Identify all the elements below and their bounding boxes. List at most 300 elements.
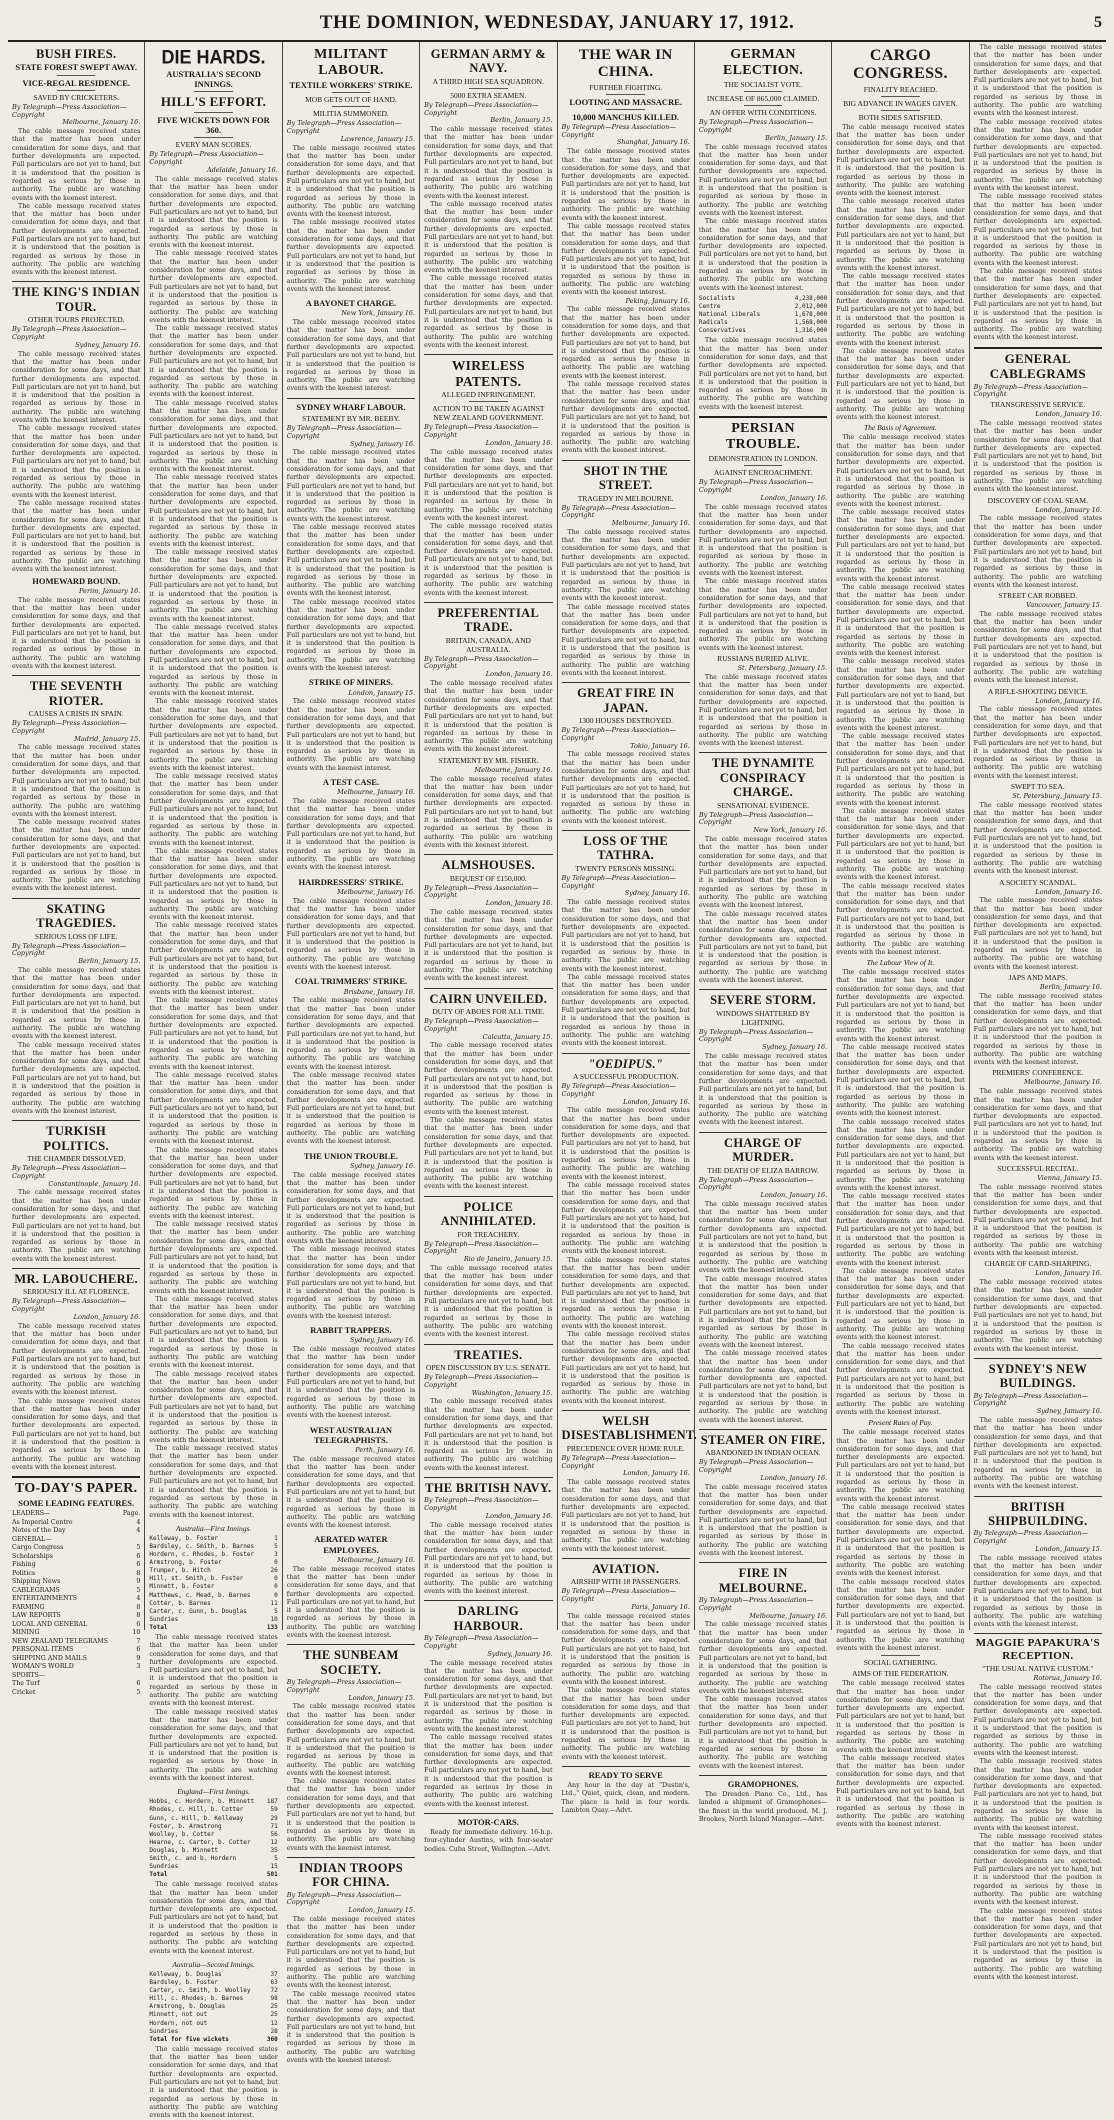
article-text: The cable message received states that the matter has been under consideration for some days, and that further developments are expected. Full particulars are not yet to hand, but it is understood that the position is regarded as serious by those in authority. The public are watching events with the keenest interest. [836,969,965,1043]
article-text: The cable message received states that the matter has been under consideration for some days, and that further developments are expected. Full particulars are not yet to hand, but it is understood that the position is regarded as serious by those in authority. The public are watching events with the keenest interest. [12,425,141,499]
headline: SYDNEY WHARF LABOUR. [296,401,406,412]
subheading: FOR TREACHERY. [457,1229,520,1239]
dateline: London, January 16. [623,1097,690,1106]
subheading: BRITAIN, CANADA, AND AUSTRALIA. [445,635,531,654]
headline: THE SUNBEAM SOCIETY. [303,1648,399,1677]
dateline: London, January 16. [760,1473,828,1482]
article-wireless-patents [424,358,552,598]
article-loss-tathra [562,834,690,1048]
dateline: Washington, January 15. [471,1388,553,1397]
general-cablegrams [974,352,1102,1354]
article-text: The cable message received states that the matter has been under consideration for some days, and that further developments are expected. Full particulars are not yet to hand, but it is understood that the position is regarded as serious by those in authority. The public are watching events with the keenest interest. [286,1455,416,1530]
headline: GENERAL CABLEGRAMS [989,350,1086,381]
article-text: The cable message received states that the matter has been under consideration for some days, and that further developments are expected. Full particulars are not yet to hand, but it is understood that the position is regarded as serious by those in authority. The public are watching events with the keenest interest. [149,175,278,250]
dateline: London, January 16. [760,493,828,502]
dateline: Madrid, January 15. [74,734,141,743]
article-cargo-congress [836,47,964,1830]
article-darling-harbour [424,1604,552,1808]
column-4 [420,42,557,1853]
article-text: The cable message received states that the matter has been under consideration for some days, and that further developments are expected. Full particulars are not yet to hand, but it is understood that the position is regarded as serious by those in authority. The public are watching events with the keenest interest. [424,680,553,754]
column-2 [145,42,282,2120]
article-text: The cable message received states that the matter has been under consideration for some days, and that further developments are expected. Full particulars are not yet to hand, but it is understood that the position is regarded as serious by those in authority. The public are watching events with the keenest interest. [973,1907,1102,1981]
table-row: National Liberals 1,678,000 [698,311,828,319]
article-almshouses [424,858,552,983]
index-item: FARMING 8 [12,1603,141,1611]
article-british-navy [424,1481,552,1596]
headline: LOSS OF THE TATHRA. [583,834,668,863]
article-union-trouble [287,1151,415,1321]
dateline: Adelaide, January 16. [206,165,278,174]
article-text: The cable message received states that the matter has been under consideration for some days, and that further developments are expected. Full particulars are not yet to hand, but it is understood that the position is regarded as serious by those in authority. The public are watching events with the keenest interest. [836,1043,965,1118]
headline: DARLING HARBOUR. [453,1604,524,1633]
table-row: Sundries 10 [149,1615,278,1623]
article-text: The cable message received states that the matter has been under consideration for some days, and that further developments are expected. Full particulars are not yet to hand, but it is understood that the position is regarded as serious by those in authority. The public are watching events with the keenest interest. [12,819,141,893]
scorecard-table [149,1971,277,2044]
index-item: ENTERTAINMENTS 4 [12,1595,141,1603]
article-text: The cable message received states that the matter has been under consideration for some days, and that further developments are expected. Full particulars are not yet to hand, but it is understood that the position is regarded as serious by those in authority. The public are watching events with the keenest interest. [561,306,690,380]
dateline: London, January 16. [1035,696,1102,705]
column-1 [8,42,145,1696]
article-german-election [699,47,827,412]
article-text: The cable message received states that the matter has been under consideration for some days, and that further developments are expected. Full particulars are not yet to hand, but it is understood that the position is regarded as serious by those in authority. The public are watching events with the keenest interest. [149,250,278,324]
article-text: The cable message received states that the matter has been under consideration for some days, and that further developments are expected. Full particulars are not yet to hand, but it is understood that the position is regarded as serious by those in authority. The public are watching events with the keenest interest. [424,775,553,849]
article-text: The cable message received states that the matter has been under consideration for some days, and that further developments are expected. Full particulars are not yet to hand, but it is understood that the position is regarded as serious by those in authority. The public are watching events with the keenest interest. [149,1295,278,1370]
headline: THE KING'S INDIAN TOUR. [12,285,140,314]
dateline: Sydney, January 16. [349,1161,416,1170]
article-text: The cable message received states that the matter has been under consideration for some days, and that further developments are expected. Full particulars are not yet to hand, but it is understood that the position is regarded as serious by those in authority. The public are watching events with the keenest interest. [836,1578,965,1652]
index-item: NEW ZEALAND TELEGRAMS 7 [12,1637,141,1645]
section-heading: The Labour View of It. [866,958,935,968]
article-text: The cable message received states that the matter has been under consideration for some days, and that further developments are expected. Full particulars are not yet to hand, but it is understood that the position is regarded as serious by those in authority. The public are watching events with the keenest interest. [836,1193,965,1267]
article-text: The cable message received states that the matter has been under consideration for some days, and that further developments are expected. Full particulars are not yet to hand, but it is understood that the position is regarded as serious by those in authority. The public are watching events with the keenest interest. [561,1181,690,1256]
byline: By Telegraph—Press Association—Copyright [424,883,539,900]
byline: By Telegraph—Press Association—Copyright [424,100,539,117]
article-text: The cable message received states that the matter has been under consideration for some days, and that further developments are expected. Full particulars are not yet to hand, but it is understood that the position is regarded as serious by those in authority. The public are watching events with the keenest interest. [561,751,690,825]
article-text: The cable message received states that the matter has been under consideration for some days, and that further developments are expected. Full particulars are not yet to hand, but it is understood that the position is regarded as serious by those in authority. The public are watching events with the keenest interest. [149,1881,278,1955]
ad-heading: GRAMOPHONES. [727,1778,799,1789]
subheading: TWENTY PERSONS MISSING. [575,863,677,873]
table-row: Trumper, b. Hitch 26 [149,1567,278,1575]
article-text: The cable message received states that the matter has been under consideration for some days, and that further developments are expected. Full particulars are not yet to hand, but it is understood that the position is regarded as serious by those in authority. The public are watching events with the keenest interest. [286,1345,416,1420]
article-text: The cable message received states that the matter has been under consideration for some days, and that further developments are expected. Full particulars are not yet to hand, but it is understood that the position is regarded as serious by those in authority. The public are watching events with the keenest interest. [286,219,416,293]
byline: By Telegraph—Press Association—Copyright [561,873,676,890]
headline: FIRE IN MELBOURNE. [719,1566,808,1595]
subheading: PRECEDENCE OVER HOME RULE. [566,1443,685,1453]
article-text: The cable message received states that the matter has been under consideration for some days, and that further developments are expected. Full particulars are not yet to hand, but it is understood that the position is regarded as serious by those in authority. The public are watching events with the keenest interest. [286,1171,416,1246]
headline: THE SEVENTH RIOTER. [29,679,123,708]
headline: INDIAN TROOPS FOR CHINA. [298,1860,403,1890]
headline: TURKISH POLITICS. [43,1124,109,1153]
article-bush-fires [12,47,140,277]
table-row: Carter, c. Gunn, b. Douglas 5 [149,1607,278,1615]
byline: By Telegraph—Press Association—Copyright [424,654,539,671]
subheading: SWEPT TO SEA. [1010,782,1065,792]
article-text: The cable message received states that the matter has been under consideration for some days, and that further developments are expected. Full particulars are not yet to hand, but it is understood that the position is regarded as serious by those in authority. The public are watching events with the keenest interest. [836,347,965,422]
dateline: London, January 16. [1035,505,1102,514]
headline: AERATED WATER EMPLOYEES. [314,1534,388,1555]
article-text: The cable message received states that the matter has been under consideration for some days, and that further developments are expected. Full particulars are not yet to hand, but it is understood that the position is regarded as serious by those in authority. The public are watching events with the keenest interest. [149,1146,278,1220]
subheading: AUSTRALIA'S SECOND INNINGS. [166,68,261,89]
dateline: Melbourne, January 16. [337,788,416,797]
table-row: Hobbs, c. Hordern, b. Minnett 187 [149,1798,278,1806]
dateline: Melbourne, January 16. [749,1611,828,1620]
subheading: INCREASE OF 865,000 CLAIMED. [706,94,820,104]
headline: MR. LABOUCHERE. [14,1272,138,1287]
subheading: TRAGEDY IN MELBOURNE. [577,493,674,503]
article-text: The cable message received states that the matter has been under consideration for some days, and that further developments are expected. Full particulars are not yet to hand, but it is understood that the position is regarded as serious by those in authority. The public are watching events with the keenest interest. [12,1397,141,1471]
dateline: Melbourne, January 16. [337,1555,416,1564]
byline: By Telegraph—Press Association—Copyright [424,1017,539,1033]
headline: "OEDIPUS." [588,1056,664,1071]
subheading: STATEMENT BY MR. BEEBY. [302,413,400,423]
table-row: Sundries 28 [149,2027,278,2035]
index-item: SPORTS— [12,1671,46,1679]
dateline: Berlin, January 15. [765,133,828,142]
subheading: AIRSHIP WITH 18 PASSENGERS. [570,1577,681,1587]
dateline: London, January 16. [1035,887,1102,896]
headline: WEST AUSTRALIAN TELEGRAPHISTS. [309,1424,393,1445]
section-heading: AIMS OF THE FEDERATION. [852,1669,949,1679]
subheading: DEMONSTRATION IN LONDON. [708,454,818,464]
subheading: FIVE WICKETS DOWN FOR 360. [157,115,270,136]
table-row: Foster, b. Armstrong 71 [149,1822,278,1830]
article-bayonet-charge [287,298,415,394]
article-text: The cable message received states that the matter has been under consideration for some days, and that further developments are expected. Full particulars are not yet to hand, but it is understood that the position is regarded as serious by those in authority. The public are watching events with the keenest interest. [424,275,553,349]
index-item: MINING 10 [12,1629,141,1637]
headline: CHARGE OF MURDER. [724,1135,803,1165]
index-item: SHIPPING AND MAILS 9 [12,1654,141,1662]
section-heading: Present Rates of Pay. [868,1418,933,1428]
headline: SYDNEY'S NEW BUILDINGS. [988,1361,1088,1391]
subheading: DUTY OF ABOES FOR ALL TIME. [432,1007,545,1017]
article-text: The cable message received states that the matter has been under consideration for some days, and that further developments are expected. Full particulars are not yet to hand, but it is understood that the position is regarded as serious by those in authority. The public are watching events with the keenest interest. [424,1117,553,1191]
table-row: Carter, c. Smith, b. Woolley 72 [149,1987,278,1995]
subheading: BOTH SIDES SATISFIED. [858,112,943,122]
article-text: The cable message received states that the matter has been under consideration for some days, and that further developments are expected. Full particulars are not yet to hand, but it is understood that the position is regarded as serious by those in authority. The public are watching events with the keenest interest. [149,1633,278,1708]
headline: THE DYNAMITE CONSPIRACY CHARGE. [711,756,815,800]
byline: By Telegraph—Press Association—Copyright [286,1890,402,1907]
article-text: The cable message received states that the matter has been under consideration for some days, and that further developments are expected. Full particulars are not yet to hand, but it is understood that the position is regarded as serious by those in authority. The public are watching events with the keenest interest. [973,1554,1102,1629]
dateline: Sydney, January 16. [75,340,141,349]
article-text: The cable message received states that the matter has been under consideration for some days, and that further developments are expected. Full particulars are not yet to hand, but it is understood that the position is regarded as serious by those in authority. The public are watching events with the keenest interest. [561,381,690,455]
byline: By Telegraph—Press Association—Copyright [561,725,676,742]
article-text: The cable message received states that the matter has been under consideration for some days, and that further developments are expected. Full particulars are not yet to hand, but it is understood that the position is regarded as serious by those in authority. The public are watching events with the keenest interest. [973,801,1102,876]
headline: PERSIAN TROUBLE. [725,421,801,453]
table-row: Douglas, b. Minnett 35 [149,1846,278,1854]
article-text: The cable message received states that the matter has been under consideration for some days, and that further developments are expected. Full particulars are not yet to hand, but it is understood that the position is regarded as serious by those in authority. The public are watching events with the keenest interest. [836,1342,965,1416]
article-text: The cable message received states that the matter has been under consideration for some days, and that further developments are expected. Full particulars are not yet to hand, but it is understood that the position is regarded as serious by those in authority. The public are watching events with the keenest interest. [149,1445,278,1519]
dateline: Calcutta, January 15. [482,1032,553,1041]
ad-text: Ready for immediate delivery. 16-h.p. four-cylinder Austins, with four-seater bodies. Cuba Street, Wellington.—Advt. [424,1829,553,1853]
dateline: London, January 16. [485,899,553,908]
article-telegraphists [287,1425,415,1531]
article-steamer-on-fire [699,1433,827,1558]
dateline: Sydney, January 16. [762,1043,828,1052]
advertisement-ready-to-serve [562,1770,690,1815]
article-text: The cable message received states that the matter has been under consideration for some days, and that further developments are expected. Full particulars are not yet to hand, but it is understood that the position is regarded as serious by those in authority. The public are watching events with the keenest interest. [286,1915,416,1990]
headline: CARGO CONGRESS. [853,47,948,83]
scorecard-australia-first [149,1524,277,1783]
article-text: The cable message received states that the matter has been under consideration for some days, and that further developments are expected. Full particulars are not yet to hand, but it is understood that the position is regarded as serious by those in authority. The public are watching events with the keenest interest. [561,1612,690,1686]
article-labouchere [12,1272,140,1472]
dateline: Berlin, January 16. [1039,982,1102,991]
article-text: The cable message received states that the matter has been under consideration for some days, and that further developments are expected. Full particulars are not yet to hand, but it is understood that the position is regarded as serious by those in authority. The public are watching events with the keenest interest. [836,1429,965,1503]
article-text: The cable message received states that the matter has been under consideration for some days, and that further developments are expected. Full particulars are not yet to hand, but it is understood that the position is regarded as serious by those in authority. The public are watching events with the keenest interest. [149,325,278,399]
table-row: Bardsley, b. Foster 63 [149,1979,278,1987]
subheading: A RIFLE-SHOOTING DEVICE. [987,686,1088,696]
headline: CAIRN UNVEILED. [429,991,548,1006]
byline: By Telegraph—Press Association—Copyright [424,423,539,439]
index-item: Scholarships 6 [12,1552,141,1560]
subheading: FINALITY REACHED. [863,84,938,94]
index-item: Notes of the Day 4 [12,1527,141,1535]
article-text: The cable message received states that the matter has been under consideration for some days, and that further developments are expected. Full particulars are not yet to hand, but it is understood that the position is regarded as serious by those in authority. The public are watching events with the keenest interest. [286,897,416,972]
article-text: The cable message received states that the matter has been under consideration for some days, and that further developments are expected. Full particulars are not yet to hand, but it is understood that the position is regarded as serious by those in authority. The public are watching events with the keenest interest. [698,910,828,985]
dateline: Melbourne, January 16. [337,887,416,896]
article-shot-in-street [562,464,690,678]
article-text: The cable message received states that the matter has been under consideration for some days, and that further developments are expected. Full particulars are not yet to hand, but it is understood that the position is regarded as serious by those in authority. The public are watching events with the keenest interest. [973,268,1102,342]
article-text: The cable message received states that the matter has been under consideration for some days, and that further developments are expected. Full particulars are not yet to hand, but it is understood that the position is regarded as serious by those in authority. The public are watching events with the keenest interest. [424,1734,553,1808]
article-text: The cable message received states that the matter has been under consideration for some days, and that further developments are expected. Full particulars are not yet to hand, but it is understood that the position is regarded as serious by those in authority. The public are watching events with the keenest interest. [698,1621,828,1695]
index-list [12,1510,140,1697]
article-text: The cable message received states that the matter has been under consideration for some days, and that further developments are expected. Full particulars are not yet to hand, but it is understood that the position is regarded as serious by those in authority. The public are watching events with the keenest interest. [149,549,278,623]
article-text: The cable message received states that the matter has been under consideration for some days, and that further developments are expected. Full particulars are not yet to hand, but it is understood that the position is regarded as serious by those in authority. The public are watching events with the keenest interest. [836,1503,965,1578]
ad-text: Any hour in the day at "Dustin's, Ltd.," Quiet, quick, clean, and modern. The place is held in four words. Lambton Quay.—Advt. [561,1782,690,1814]
headline: ALMSHOUSES. [441,858,535,873]
dateline: Constantinople, January 16. [48,1179,141,1188]
article-seventh-rioter [12,679,140,893]
subheading: MILITIA SUMMONED. [313,109,389,119]
table-row: Minnett, b. Foster 0 [149,1583,278,1591]
column-7 [832,42,969,1829]
subheading: TEXTILE WORKERS' STRIKE. [289,80,413,91]
byline: By Telegraph—Press Association—Copyright [12,1297,127,1314]
byline: By Telegraph—Press Association—Copyright [973,1529,1088,1546]
subheading: LOOTING AND MASSACRE. [569,96,683,107]
byline: By Telegraph—Press Association—Copyright [424,1496,539,1513]
dateline: Rotorua, January 16. [1033,1673,1102,1682]
table-row: Total for five wickets 360 [149,2035,278,2043]
article-text: The cable message received states that the matter has been under consideration for some days, and that further developments are expected. Full particulars are not yet to hand, but it is understood that the position is regarded as serious by those in authority. The public are watching events with the keenest interest. [698,673,828,748]
table-row: Hill, st. Smith, b. Foster 0 [149,1575,278,1583]
scorecard-title: Australia—First Innings. [175,1523,252,1533]
article-text: The cable message received states that the matter has been under consideration for some days, and that further developments are expected. Full particulars are not yet to hand, but it is understood that the position is regarded as serious by those in authority. The public are watching events with the keenest interest. [149,474,278,548]
subheading: RUSSIANS BURIED ALIVE. [717,653,809,663]
article-sydney-buildings [974,1362,1102,1492]
headline: RABBIT TRAPPERS. [310,1324,392,1335]
dateline: London, January 16. [1035,410,1102,419]
article-text: The cable message received states that the matter has been under consideration for some days, and that further developments are expected. Full particulars are not yet to hand, but it is understood that the position is regarded as serious by those in authority. The public are watching events with the keenest interest. [149,698,278,772]
article-text: The cable message received states that the matter has been under consideration for some days, and that further developments are expected. Full particulars are not yet to hand, but it is understood that the position is regarded as serious by those in authority. The public are watching events with the keenest interest. [149,399,278,474]
article-indian-troops [287,1861,415,2065]
headline: COAL TRIMMERS' STRIKE. [294,976,408,987]
byline: By Telegraph—Press Association—Copyright [561,1587,676,1603]
dateline: Sydney, January 16. [349,1336,416,1345]
index-item: The Turf 6 [12,1680,141,1688]
article-text: The cable message received states that the matter has been under consideration for some days, and that further developments are expected. Full particulars are not yet to hand, but it is understood that the position is regarded as serious by those in authority. The public are watching events with the keenest interest. [836,1118,965,1192]
masthead [8,6,1106,42]
table-row: Rhodes, c. Hill, b. Cotter 59 [149,1806,278,1814]
scorecard-australia-second [149,1960,277,2120]
article-text: The cable message received states that the matter has been under consideration for some days, and that further developments are expected. Full particulars are not yet to hand, but it is understood that the position is regarded as serious by those in authority. The public are watching events with the keenest interest. [424,126,553,200]
article-text: The cable message received states that the matter has been under consideration for some days, and that further developments are expected. Full particulars are not yet to hand, but it is understood that the position is regarded as serious by those in authority. The public are watching events with the keenest interest. [836,1680,965,1754]
article-text: The cable message received states that the matter has been under consideration for some days, and that further developments are expected. Full particulars are not yet to hand, but it is understood that the position is regarded as serious by those in authority. The public are watching events with the keenest interest. [149,773,278,847]
article-welsh-disestablishment [561,1413,698,1554]
article-text: The cable message received states that the matter has been under consideration for some days, and that further developments are expected. Full particulars are not yet to hand, but it is understood that the position is regarded as serious by those in authority. The public are watching events with the keenest interest. [12,499,141,574]
byline: By Telegraph—Press Association—Copyright [424,1372,539,1389]
article-severe-storm [699,993,827,1127]
headline: A TEST CASE. [322,777,380,788]
article-text: The cable message received states that the matter has been under consideration for some days, and that further developments are expected. Full particulars are not yet to hand, but it is understood that the position is regarded as serious by those in authority. The public are watching events with the keenest interest. [698,1275,828,1349]
table-row: Kelleway, b. Foster 1 [149,1534,278,1542]
headline: WIRELESS PATENTS. [451,358,525,389]
byline: By Telegraph—Press Association—Copyright [12,941,127,958]
article-text: The cable message received states that the matter has been under consideration for some days, and that further developments are expected. Full particulars are not yet to hand, but it is understood that the position is regarded as serious by those in authority. The public are watching events with the keenest interest. [836,509,965,583]
article-turkish-politics [12,1124,140,1264]
article-text: The cable message received states that the matter has been under consideration for some days, and that further developments are expected. Full particulars are not yet to hand, but it is understood that the position is regarded as serious by those in authority. The public are watching events with the keenest interest. [973,1832,1102,1907]
table-row: Hill, c. Rhodes, b. Barnes 98 [149,1995,278,2003]
subheading: A THIRD HIGH SEA SQUADRON. [432,76,544,86]
article-charge-of-murder [699,1136,827,1425]
dateline: Berlin, January 15. [490,116,553,125]
dateline: Berlin, January 15. [78,957,141,966]
article-police-annihilated [424,1200,552,1340]
subheading: CHARGE OF CARD-SHARPING. [984,1259,1092,1269]
index-item: PERSONAL ITEMS 6 [12,1646,141,1654]
byline: By Telegraph—Press Association—Copyright [12,1164,127,1180]
article-text: The cable message received states that the matter has been under consideration for some days, and that further developments are expected. Full particulars are not yet to hand, but it is understood that the position is regarded as serious by those in authority. The public are watching events with the keenest interest. [149,1071,278,1146]
dateline: London, January 15. [348,1693,416,1702]
article-dynamite-conspiracy [699,756,827,985]
article-text: The cable message received states that the matter has been under consideration for some days, and that further developments are expected. Full particulars are not yet to hand, but it is understood that the position is regarded as serious by those in authority. The public are watching events with the keenest interest. [149,1708,278,1783]
scorecard-england-first [149,1787,277,1956]
dateline: St. Petersburg, January 15. [737,663,828,672]
byline: By Telegraph—Press Association—Copyright [698,1175,814,1192]
table-row: Centre 2,012,000 [698,303,828,311]
article-text: The cable message received states that the matter has been under consideration for some days, and that further developments are expected. Full particulars are not yet to hand, but it is understood that the position is regarded as serious by those in authority. The public are watching events with the keenest interest. [973,1416,1102,1491]
subheading: OPEN DISCUSSION BY U.S. SENATE. [426,1362,551,1372]
article-text: The cable message received states that the matter has been under consideration for some days, and that further developments are expected. Full particulars are not yet to hand, but it is understood that the position is regarded as serious by those in authority. The public are watching events with the keenest interest. [698,1696,828,1770]
subheading: ABANDONED IN INDIAN OCEAN. [705,1448,821,1458]
headline: THE BRITISH NAVY. [425,1481,552,1495]
dateline: Melbourne, January 16. [62,118,141,127]
headline: THE UNION TROUBLE. [303,1150,398,1161]
column-5 [558,42,698,1814]
article-text: The cable message received states that the matter has been under consideration for some days, and that further developments are expected. Full particulars are not yet to hand, but it is understood that the position is regarded as serious by those in authority. The public are watching events with the keenest interest. [149,997,278,1071]
byline: By Telegraph—Press Association—Copyright [698,1027,814,1044]
byline: By Telegraph—Press Association—Copyright [424,1239,539,1256]
article-text: The cable message received states that the matter has been under consideration for some days, and that further developments are expected. Full particulars are not yet to hand, but it is understood that the position is regarded as serious by those in authority. The public are watching events with the keenest interest. [698,143,828,217]
article-text: The cable message received states that the matter has been under consideration for some days, and that further developments are expected. Full particulars are not yet to hand, but it is understood that the position is regarded as serious by those in authority. The public are watching events with the keenest interest. [973,610,1102,685]
article-text: The cable message received states that the matter has been under consideration for some days, and that further developments are expected. Full particulars are not yet to hand, but it is understood that the position is regarded as serious by those in authority. The public are watching events with the keenest interest. [973,897,1102,971]
byline: By Telegraph—Press Association—Copyright [561,503,676,520]
advertisement-motor-cars [424,1817,552,1854]
article-skating [12,902,140,1116]
section-heading: The Basis of Agreement. [863,423,937,433]
dateline: Lawrence, January 15. [340,134,416,143]
table-row: Armstrong, b. Foster 0 [149,1559,278,1567]
column-8 [970,42,1106,1981]
subheading: SERIOUSLY ILL AT FLORENCE. [22,1287,130,1297]
article-text: The cable message received states that the matter has been under consideration for some days, and that further developments are expected. Full particulars are not yet to hand, but it is understood that the position is regarded as serious by those in authority. The public are watching events with the keenest interest. [836,583,965,658]
headline: TREATIES. [454,1347,523,1362]
dateline: London, January 15. [348,688,416,697]
scorecard-table [149,1535,277,1632]
article-cairn-unveiled [424,992,552,1192]
article-text: The cable message received states that the matter has been under consideration for some days, and that further developments are expected. Full particulars are not yet to hand, but it is understood that the position is regarded as serious by those in authority. The public are watching events with the keenest interest. [286,449,416,523]
article-text: The cable message received states that the matter has been under consideration for some days, and that further developments are expected. Full particulars are not yet to hand, but it is understood that the position is regarded as serious by those in authority. The public are watching events with the keenest interest. [698,1350,828,1424]
subheading: 10,000 MANCHUS KILLED. [572,111,680,122]
index-item: WOMAN'S WORLD 3 [12,1663,141,1671]
advertisement-gramophones [699,1779,827,1824]
article-lead-paragraph [974,44,1102,343]
dateline: Shanghai, January 16. [616,138,690,147]
headline: MILITANT LABOUR. [314,47,388,79]
article-fire-melbourne [699,1566,827,1770]
dateline: Sydney, January 16. [1036,1407,1102,1416]
article-text: The cable message received states that the matter has been under consideration for some days, and that further developments are expected. Full particulars are not yet to hand, but it is understood that the position is regarded as serious by those in authority. The public are watching events with the keenest interest. [836,434,965,508]
headline: GERMAN ARMY & NAVY. [430,47,546,76]
index-item: LOCAL AND GENERAL 6 [12,1620,141,1628]
section-heading: SOCIAL GATHERING. [863,1658,938,1668]
dateline: St. Petersburg, January 15. [1012,792,1102,801]
dateline: London, January 16. [1035,1269,1102,1278]
article-text: The cable message received states that the matter has been under consideration for some days, and that further developments are expected. Full particulars are not yet to hand, but it is understood that the position is regarded as serious by those in authority. The public are watching events with the keenest interest. [561,222,690,297]
article-text: The cable message received states that the matter has been under consideration for some days, and that further developments are expected. Full particulars are not yet to hand, but it is understood that the position is regarded as serious by those in authority. The public are watching events with the keenest interest. [698,578,828,652]
byline: By Telegraph—Press Association—Copyright [286,1678,402,1694]
dateline: Melbourne, January 16. [611,519,690,528]
article-text: The cable message received states that the matter has been under consideration for some days, and that further developments are expected. Full particulars are not yet to hand, but it is understood that the position is regarded as serious by those in authority. The public are watching events with the keenest interest. [973,1088,1102,1162]
dateline: London, January 15. [1035,1545,1102,1553]
article-text: The cable message received states that the matter has been under consideration for some days, and that further developments are expected. Full particulars are not yet to hand, but it is understood that the position is regarded as serious by those in authority. The public are watching events with the keenest interest. [561,1331,690,1405]
table-row: Conservatives 1,316,000 [698,327,828,335]
article-text: The cable message received states that the matter has been under consideration for some days, and that further developments are expected. Full particulars are not yet to hand, but it is understood that the position is regarded as serious by those in authority. The public are watching events with the keenest interest. [698,1200,828,1275]
table-row: Bardsley, c. Smith, b. Barnes 5 [149,1542,278,1550]
subheading: THE CHAMBER DISSOLVED. [27,1154,126,1164]
byline: By Telegraph—Press Association—Copyright [561,1081,676,1098]
article-text: The cable message received states that the matter has been under consideration for some days, and that further developments are expected. Full particulars are not yet to hand, but it is understood that the position is regarded as serious by those in authority. The public are watching events with the keenest interest. [286,1246,416,1320]
dateline: Paris, January 16. [631,1602,690,1611]
article-text: The cable message received states that the matter has been under consideration for some days, and that further developments are expected. Full particulars are not yet to hand, but it is understood that the position is regarded as serious by those in authority. The public are watching events with the keenest interest. [698,503,828,578]
article-text: The cable message received states that the matter has been under consideration for some days, and that further developments are expected. Full particulars are not yet to hand, but it is understood that the position is regarded as serious by those in authority. The public are watching events with the keenest interest. [12,1322,141,1397]
table-row: Minnett, not out 25 [149,2011,278,2019]
table-row: Kelleway, b. Douglas 37 [149,1970,278,1978]
table-row: Radicals 1,568,000 [698,319,828,327]
article-text: The cable message received states that the matter has been under consideration for some days, and that further developments are expected. Full particulars are not yet to hand, but it is understood that the position is regarded as serious by those in authority. The public are watching events with the keenest interest. [561,1256,690,1331]
article-text: The cable message received states that the matter has been under consideration for some days, and that further developments are expected. Full particulars are not yet to hand, but it is understood that the position is regarded as serious by those in authority. The public are watching events with the keenest interest. [698,1483,828,1558]
subheading: A SUCCESSFUL PRODUCTION. [573,1071,679,1081]
dateline: London, January 16. [485,670,553,679]
subheading: SOME LEADING FEATURES. [18,1498,135,1509]
article-text: The cable message received states that the matter has been under consideration for some days, and that further developments are expected. Full particulars are not yet to hand, but it is understood that the position is regarded as serious by those in authority. The public are watching events with the keenest interest. [561,1479,690,1553]
byline: By Telegraph—Press Association—Copyright [149,150,264,167]
ad-heading: READY TO SERVE [588,1769,663,1780]
byline: By Telegraph—Press Association—Copyright [973,382,1088,399]
byline: By Telegraph—Press Association—Copyright [561,1453,676,1470]
article-text: The cable message received states that the matter has been under consideration for some days, and that further developments are expected. Full particulars are not yet to hand, but it is understood that the position is regarded as serious by those in authority. The public are watching events with the keenest interest. [286,1565,416,1640]
dateline: Sydney, January 16. [487,1649,553,1658]
subheading: OTHER TOURS PROJECTED. [27,315,125,325]
scorecard-title: England—First Innings. [177,1787,251,1797]
dateline: Perth, January 16. [355,1446,416,1455]
article-text: The cable message received states that the matter has been under consideration for some days, and that further developments are expected. Full particulars are not yet to hand, but it is understood that the position is regarded as serious by those in authority. The public are watching events with the keenest interest. [12,966,141,1041]
article-text: The cable message received states that the matter has been under consideration for some days, and that further developments are expected. Full particulars are not yet to hand, but it is understood that the position is regarded as serious by those in authority. The public are watching events with the keenest interest. [286,1990,416,2064]
article-text: The cable message received states that the matter has been under consideration for some days, and that further developments are expected. Full particulars are not yet to hand, but it is understood that the position is regarded as serious by those in authority. The public are watching events with the keenest interest. [836,123,965,198]
article-treaties [424,1348,552,1473]
subheading: THE DEATH OF ELIZA BARROW. [707,1165,819,1175]
article-rabbit-trappers [287,1325,415,1421]
subheading: STATE FOREST SWEPT AWAY. [15,62,137,73]
